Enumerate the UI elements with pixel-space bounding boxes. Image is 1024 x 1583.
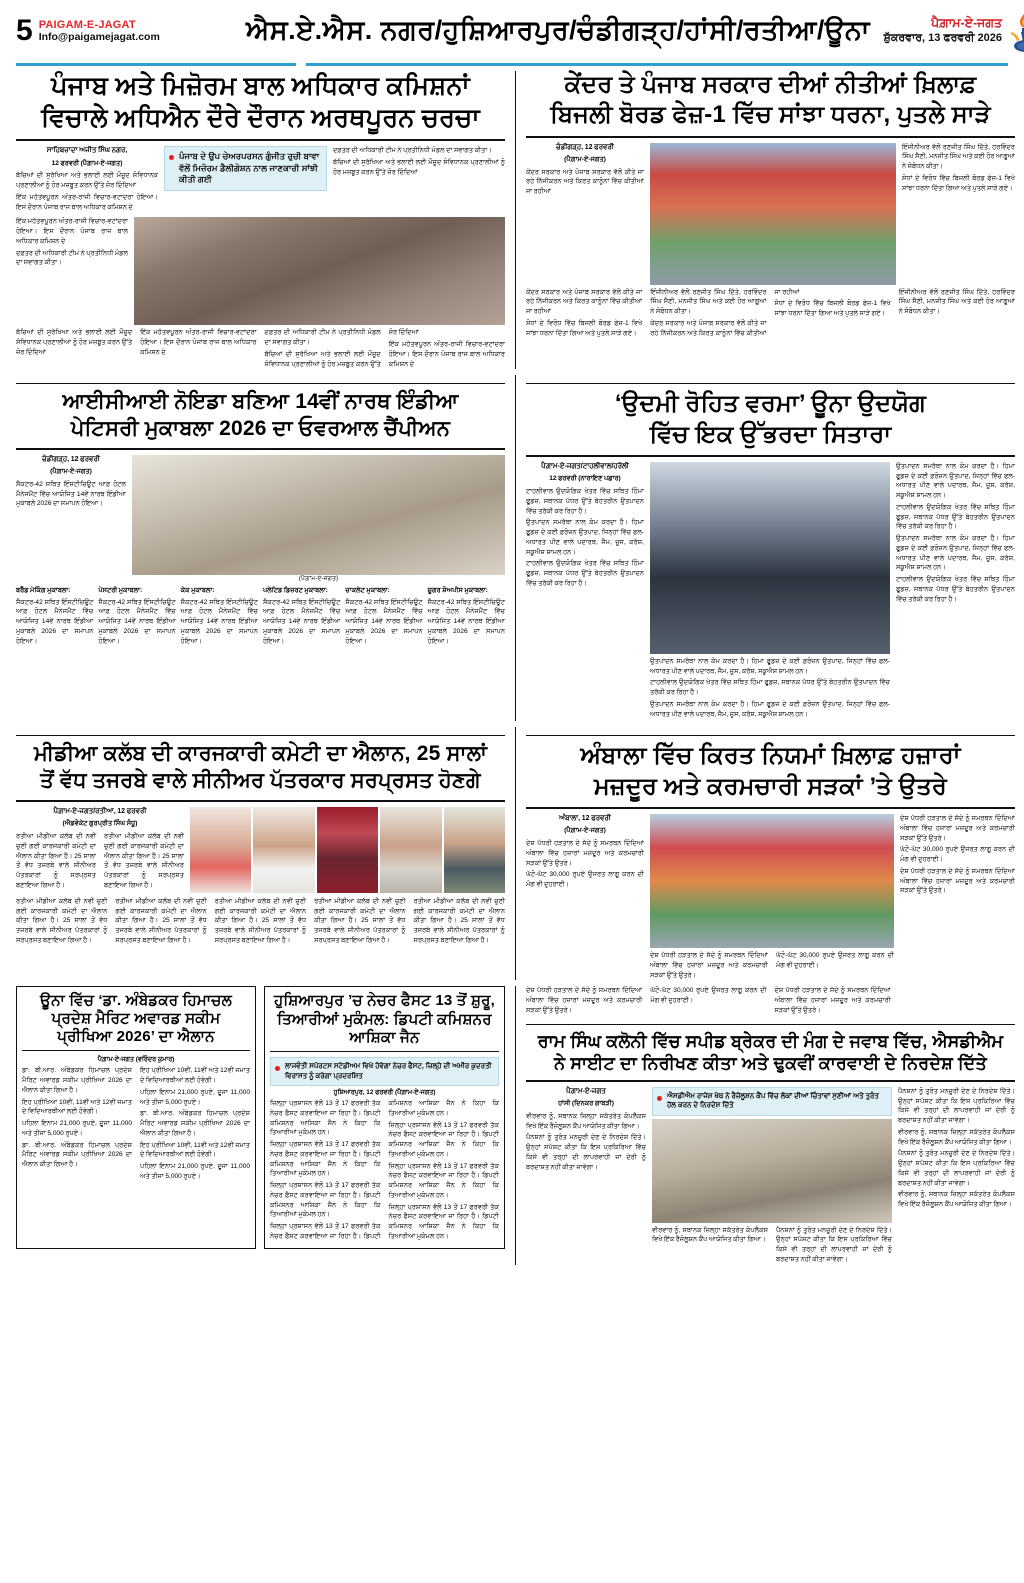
torch-logo-icon xyxy=(1006,9,1024,53)
story9-col1-text xyxy=(526,1087,646,1173)
story7-para-1: ਡਾ. ਬੀ.ਆਰ. ਅੰਬੇਡਕਰ ਹਿਮਾਚਲ ਪ੍ਰਦੇਸ਼ ਮੈਰਿਟ ਅਵਾਰਡ ਸਕੀਮ ਪ੍ਰੀਖਿਆ 2026 ਦਾ ਐਲਾਨ ਕੀਤਾ ਗਿਆ ਹੈ। xyxy=(22,1067,132,1094)
story1-byline: ਸਾਹਿਬਜ਼ਾਦਾ ਅਜੀਤ ਸਿੰਘ ਨਗਰ, xyxy=(46,147,128,155)
story7-para-6: ਪਹਿਲਾ ਇਨਾਮ 21,000 ਰੁਪਏ, ਦੂਜਾ 11,000 ਅਤੇ ਤੀਜਾ 5,000 ਰੁਪਏ। xyxy=(140,1088,250,1106)
story3-sub-col-4 xyxy=(263,586,340,649)
brand-name: PAIGAM-E-JAGAT xyxy=(38,18,136,31)
story1-textcol-a xyxy=(16,217,128,325)
story1-headline-line2: ਵਿਚਾਲੇ ਅਧਿਐਨ ਦੌਰੇ ਦੌਰਾਨ ਅਰਥਪੂਰਨ ਚਰਚਾ xyxy=(41,104,480,133)
story5-toprule xyxy=(16,735,505,736)
story6-para-3: ਦੇਸ਼ ਪੱਧਰੀ ਹੜਤਾਲ ਦੇ ਸੱਦੇ ਨੂੰ ਸਮਰਥਨ ਦਿੰਦਿਆਂ ਅੰਬਾਲਾ ਵਿੱਚ ਹਜ਼ਾਰਾਂ ਮਜ਼ਦੂਰ ਅਤੇ ਕਰਮਚਾਰੀ ਸੜਕਾਂ ਉੱਤੇ ਉਤਰੇ। xyxy=(650,952,768,979)
story3-sub-col-2 xyxy=(98,586,175,649)
story6-col3-text xyxy=(900,814,1015,896)
story2-byline2: (ਪੈਗ਼ਾਮ-ਏ-ਜਗਤ) xyxy=(564,155,606,163)
story6-para-6: ਘੱਟੋ-ਘੱਟ 30,000 ਰੁਪਏ ਉਜਰਤ ਲਾਗੂ ਕਰਨ ਦੀ ਮੰਗ ਵੀ ਦੁਹਰਾਈ। xyxy=(900,846,1015,864)
story7-headline-line2: ਪ੍ਰਦੇਸ਼ ਮੈਰਿਟ ਅਵਾਰਡ ਸਕੀਮ xyxy=(51,1009,221,1027)
story6-col3 xyxy=(900,814,1015,980)
row-b xyxy=(0,375,1024,721)
story1-rule xyxy=(16,139,505,141)
story5-para-3: ਰਤੀਆ ਮੀਡੀਆ ਕਲੱਬ ਦੀ ਨਵੀਂ ਚੁਣੀ ਗਈ ਕਾਰਜਕਾਰੀ ਕਮੇਟੀ ਦਾ ਐਲਾਨ ਕੀਤਾ ਗਿਆ ਹੈ। 25 ਸਾਲਾਂ ਤੋਂ ਵੱਧ ਤਜਰਬੇ ਵਾਲੇ ਸੀਨੀਅਰ ਪੱਤਰਕਾਰਾਂ ਨੂੰ ਸਰਪ੍ਰਸਤ ਬਣਾਇਆ ਗਿਆ ਹੈ। xyxy=(16,897,108,944)
story8-para-1: ਜ਼ਿਲ੍ਹਾ ਪ੍ਰਸ਼ਾਸਨ ਵੱਲੋਂ 13 ਤੋਂ 17 ਫਰਵਰੀ ਤੱਕ ਨੇਚਰ ਫੈਸਟ ਕਰਵਾਇਆ ਜਾ ਰਿਹਾ ਹੈ। ਡਿਪਟੀ ਕਮਿਸ਼ਨਰ ਆਸ਼ਿਕਾ ਜੈਨ ਨੇ ਕਿਹਾ ਕਿ ਤਿਆਰੀਆਂ ਮੁਕੰਮਲ ਹਨ। xyxy=(270,1100,381,1137)
story3-para-1: ਸੈਕਟਰ-42 ਸਥਿਤ ਇੰਸਟੀਚਿਊਟ ਆਫ਼ ਹੋਟਲ ਮੈਨੇਜਮੈਂਟ ਵਿੱਚ ਆਯੋਜਿਤ 14ਵੇਂ ਨਾਰਥ ਇੰਡੀਆ ਮੁਕਾਬਲੇ 2026 ਦਾ ਸਮਾਪਨ ਹੋਇਆ। xyxy=(16,480,126,508)
story7-para-9: ਪਹਿਲਾ ਇਨਾਮ 21,000 ਰੁਪਏ, ਦੂਜਾ 11,000 ਅਤੇ ਤੀਜਾ 5,000 ਰੁਪਏ। xyxy=(140,1163,250,1180)
story4-para-8: ਟਾਹਲੀਵਾਲ ਉਦਯੋਗਿਕ ਖੇਤਰ ਵਿੱਚ ਸਥਿਤ ਹਿੰਮਾ ਫੂਡਜ਼, ਸਥਾਨਕ ਪੱਧਰ ਉੱਤੇ ਬੇਹਤਰੀਨ ਉਤਪਾਦਨ ਵਿੱਚ ਤਰੱਕੀ ਕਰ ਰਿਹਾ ਹੈ। xyxy=(896,503,1015,531)
story3-byline: ਚੰਡੀਗੜ੍ਹ, 12 ਫਰਵਰੀ xyxy=(42,455,100,463)
story9-top-row xyxy=(526,1087,1015,1265)
story2-headline-line2: ਬਿਜਲੀ ਬੋਰਡ ਫੇਜ਼-1 ਵਿੱਚ ਸਾਂਝਾ ਧਰਨਾ, ਪੁਤਲੇ ਸਾੜੇ xyxy=(550,101,991,129)
story2-col1 xyxy=(526,143,644,285)
story5-top-row xyxy=(16,807,505,893)
story4-body-row xyxy=(526,462,1015,722)
story2-top-row xyxy=(526,143,1015,285)
story9-headline-line1: ਰਾਮ ਸਿੰਘ ਕਲੋਨੀ ਵਿੱਚ ਸਪੀਡ ਬ੍ਰੇਕਰ ਦੀ ਮੰਗ ਦੇ ਜਵਾਬ ਵਿੱਚ, ਐਸਡੀਐਮ xyxy=(537,1030,1004,1051)
story5-bottom-text xyxy=(16,897,505,948)
story6-photo xyxy=(650,814,894,948)
story4-byline: ਪੈਗ਼ਾਮ-ਏ-ਜਗਤ/ਟਾਹਲੀਵਾਲ/ਹਰੋਲੀ xyxy=(541,462,629,470)
story5-portrait-2 xyxy=(253,807,314,893)
story3-sub-row xyxy=(16,586,505,649)
story1-bottom-text xyxy=(16,328,505,369)
story3-rule xyxy=(16,448,505,450)
story1-bullet-box: ਪੰਜਾਬ ਦੇ ਉਪ ਚੇਅਰਪਰਸਨ ਗੁੰਜੀਤ ਰੁਚੀ ਬਾਵਾ ਵੱਲੋਂ ਮਿਜ਼ੋਰਮ ਡੈਲੀਗੇਸ਼ਨ ਨਾਲ ਜਾਣਕਾਰੀ ਸਾਂਝੀ ਕੀਤੀ ਗਈ xyxy=(164,146,327,191)
story6-col1 xyxy=(526,814,644,980)
story6-mid xyxy=(650,814,894,980)
story8-para-5: ਜ਼ਿਲ੍ਹਾ ਪ੍ਰਸ਼ਾਸਨ ਵੱਲੋਂ 13 ਤੋਂ 17 ਫਰਵਰੀ ਤੱਕ ਨੇਚਰ ਫੈਸਟ ਕਰਵਾਇਆ ਜਾ ਰਿਹਾ ਹੈ। ਡਿਪਟੀ ਕਮਿਸ਼ਨਰ ਆਸ਼ਿਕਾ ਜੈਨ ਨੇ ਕਿਹਾ ਕਿ ਤਿਆਰੀਆਂ ਮੁਕੰਮਲ ਹਨ। xyxy=(388,1121,499,1158)
story3-subhead-2: ਪੇਸਟਰੀ ਮੁਕਾਬਲਾ: xyxy=(98,586,143,594)
story9-photo xyxy=(652,1119,892,1223)
story4-col3-text xyxy=(896,462,1015,605)
story9-para-1: ਵੀਰਵਾਰ ਨੂੰ, ਸਥਾਨਕ ਜ਼ਿਲ੍ਹਾ ਸਕੱਤਰੇਤ ਕੰਪਲੈਕਸ ਵਿਖੇ ਇੱਕ ਰੈਜ਼ੋਲੂਸ਼ਨ ਕੈਂਪ ਆਯੋਜਿਤ ਕੀਤਾ ਗਿਆ। xyxy=(526,1112,646,1130)
story6-byline2: (ਪੈਗ਼ਾਮ-ਏ-ਜਗਤ) xyxy=(564,827,606,835)
story3-sub3-body: ਸੈਕਟਰ-42 ਸਥਿਤ ਇੰਸਟੀਚਿਊਟ ਆਫ਼ ਹੋਟਲ ਮੈਨੇਜਮੈਂਟ ਵਿੱਚ ਆਯੋਜਿਤ 14ਵੇਂ ਨਾਰਥ ਇੰਡੀਆ ਮੁਕਾਬਲੇ 2026 ਦਾ ਸਮਾਪਨ ਹੋਇਆ। xyxy=(180,598,258,645)
story1-photo xyxy=(134,217,505,325)
story7-text xyxy=(22,1066,250,1181)
story3-top-row xyxy=(16,455,505,583)
story8-para-7: ਜ਼ਿਲ੍ਹਾ ਪ੍ਰਸ਼ਾਸਨ ਵੱਲੋਂ 13 ਤੋਂ 17 ਫਰਵਰੀ ਤੱਕ ਨੇਚਰ ਫੈਸਟ ਕਰਵਾਇਆ ਜਾ ਰਿਹਾ ਹੈ। ਡਿਪਟੀ ਕਮਿਸ਼ਨਰ ਆਸ਼ਿਕਾ ਜੈਨ ਨੇ ਕਿਹਾ ਕਿ ਤਿਆਰੀਆਂ ਮੁਕੰਮਲ ਹਨ। xyxy=(388,1203,499,1240)
story9-col3 xyxy=(898,1087,1015,1265)
story4-para-3: ਟਾਹਲੀਵਾਲ ਉਦਯੋਗਿਕ ਖੇਤਰ ਵਿੱਚ ਸਥਿਤ ਹਿੰਮਾ ਫੂਡਜ਼, ਸਥਾਨਕ ਪੱਧਰ ਉੱਤੇ ਬੇਹਤਰੀਨ ਉਤਪਾਦਨ ਵਿੱਚ ਤਰੱਕੀ ਕਰ ਰਿਹਾ ਹੈ। xyxy=(526,560,644,587)
story2-para-8: ਸੋਧਾਂ ਦੇ ਵਿਰੋਧ ਵਿੱਚ ਬਿਜਲੀ ਬੋਰਡ ਫੇਜ਼-1 ਵਿਖੇ ਸਾਂਝਾ ਧਰਨਾ ਦਿੱਤਾ ਗਿਆ ਅਤੇ ਪੁਤਲੇ ਸਾੜੇ ਗਏ। xyxy=(774,300,891,318)
story8-headline-line2: ਤਿਆਰੀਆਂ ਮੁਕੰਮਲ: ਡਿਪਟੀ ਕਮਿਸ਼ਨਰ ਆਸ਼ਿਕਾ ਜੈਨ xyxy=(277,1010,492,1046)
story6-tail-1: ਦੇਸ਼ ਪੱਧਰੀ ਹੜਤਾਲ ਦੇ ਸੱਦੇ ਨੂੰ ਸਮਰਥਨ ਦਿੰਦਿਆਂ ਅੰਬਾਲਾ ਵਿੱਚ ਹਜ਼ਾਰਾਂ ਮਜ਼ਦੂਰ ਅਤੇ ਕਰਮਚਾਰੀ ਸੜਕਾਂ ਉੱਤੇ ਉਤਰੇ। xyxy=(526,987,643,1014)
column-right-c xyxy=(526,727,1015,980)
column-left-a xyxy=(16,71,505,369)
story1-para-11: ਇੱਕ ਮਹੱਤਵਪੂਰਨ ਅੰਤਰ-ਰਾਜੀ ਵਿਚਾਰ-ਵਟਾਂਦਰਾ ਹੋਇਆ। ਇਸ ਦੌਰਾਨ ਪੰਜਾਬ ਰਾਜ ਬਾਲ ਅਧਿਕਾਰ ਕਮਿਸ਼ਨ ਦੇ xyxy=(388,341,505,368)
story4-mid-text xyxy=(650,657,890,720)
story4-para-9: ਉਤਪਾਦਨ ਸਮਰੱਥਾ ਨਾਲ ਕੰਮ ਕਰਦਾ ਹੈ। ਹਿਮਾ ਫੂਡਜ਼ ਦੇ ਕਈ ਫ਼ਰੋਜ਼ਨ ਉਤਪਾਦ, ਜਿਨ੍ਹਾਂ ਵਿੱਚ ਫਲ-ਅਧਾਰਤ ਪੀਣ ਵਾਲੇ ਪਦਾਰਥ, ਜੈਮ, ਜੂਸ, ਕਰੱਸ਼, ਸਕੂਐਸ਼ ਸ਼ਾਮਲ ਹਨ। xyxy=(896,535,1015,572)
story8-para-6: ਜ਼ਿਲ੍ਹਾ ਪ੍ਰਸ਼ਾਸਨ ਵੱਲੋਂ 13 ਤੋਂ 17 ਫਰਵਰੀ ਤੱਕ ਨੇਚਰ ਫੈਸਟ ਕਰਵਾਇਆ ਜਾ ਰਿਹਾ ਹੈ। ਡਿਪਟੀ ਕਮਿਸ਼ਨਰ ਆਸ਼ਿਕਾ ਜੈਨ ਨੇ ਕਿਹਾ ਕਿ ਤਿਆਰੀਆਂ ਮੁਕੰਮਲ ਹਨ। xyxy=(388,1162,499,1199)
story3-photo-wrap xyxy=(132,455,505,583)
story3-sub-col-6 xyxy=(428,586,505,649)
masthead-left xyxy=(16,16,246,46)
story5-headline-line1: ਮੀਡੀਆ ਕਲੱਬ ਦੀ ਕਾਰਜਕਾਰੀ ਕਮੇਟੀ ਦਾ ਐਲਾਨ, 25 ਸਾਲਾਂ xyxy=(33,742,488,766)
column-left-d xyxy=(16,986,505,1264)
story2-para-2: ਇੰਜੀਨੀਅਰ ਵੱਲੋਂ ਰਣਜੀਤ ਸਿੰਘ ਦਿੱਤੇ, ਹਰਵਿੰਦਰ ਸਿੰਘ ਸੈਣੀ, ਮਨਜੀਤ ਸਿੰਘ ਅਤੇ ਕਈ ਹੋਰ ਆਗੂਆਂ ਨੇ ਸੰਬੋਧਨ ਕੀਤਾ। xyxy=(902,143,1015,171)
story7-para-3: ਪਹਿਲਾ ਇਨਾਮ 21,000 ਰੁਪਏ, ਦੂਜਾ 11,000 ਅਤੇ ਤੀਜਾ 5,000 ਰੁਪਏ। xyxy=(22,1120,132,1137)
column-left-b xyxy=(16,375,505,721)
story2-para-6: ਇੰਜੀਨੀਅਰ ਵੱਲੋਂ ਰਣਜੀਤ ਸਿੰਘ ਦਿੱਤੇ, ਹਰਵਿੰਦਰ ਸਿੰਘ ਸੈਣੀ, ਮਨਜੀਤ ਸਿੰਘ ਅਤੇ ਕਈ ਹੋਰ ਆਗੂਆਂ ਨੇ ਸੰਬੋਧਨ ਕੀਤਾ। xyxy=(650,288,767,316)
story8-bullet-box: ਲਾਜਵੰਤੀ ਸਪੋਰਟਸ ਸਟੇਡੀਅਮ ਵਿਖੇ ਹੋਵੇਗਾ ਨੇਚਰ ਫੈਸਟ, ਜ਼ਿਲ੍ਹੇ ਦੀ ਅਮੀਰ ਕੁਦਰਤੀ ਵਿਰਾਸਤ ਨੂੰ ਕਰੇਗਾ ਪ੍ਰਦਰਸ਼ਿਤ xyxy=(270,1057,499,1086)
edition-list: ਐਸ.ਏ.ਐਸ. ਨਗਰ/ਹੁਸ਼ਿਆਰਪੁਰ/ਚੰਡੀਗੜ੍ਹ/ਹਾਂਸੀ/ਰਤੀਆ/ਊਨਾ xyxy=(246,15,870,45)
page-number: 5 xyxy=(16,14,33,47)
story4-para-10: ਟਾਹਲੀਵਾਲ ਉਦਯੋਗਿਕ ਖੇਤਰ ਵਿੱਚ ਸਥਿਤ ਹਿੰਮਾ ਫੂਡਜ਼, ਸਥਾਨਕ ਪੱਧਰ ਉੱਤੇ ਬੇਹਤਰੀਨ ਉਤਪਾਦਨ ਵਿੱਚ ਤਰੱਕੀ ਕਰ ਰਿਹਾ ਹੈ। xyxy=(896,576,1015,603)
story4-rule xyxy=(526,455,1015,457)
story6-para-4: ਘੱਟੋ-ਘੱਟ 30,000 ਰੁਪਏ ਉਜਰਤ ਲਾਗੂ ਕਰਨ ਦੀ ਮੰਗ ਵੀ ਦੁਹਰਾਈ। xyxy=(776,952,894,969)
row-d xyxy=(0,986,1024,1264)
story7-para-7: ਡਾ. ਬੀ.ਆਰ. ਅੰਬੇਡਕਰ ਹਿਮਾਚਲ ਪ੍ਰਦੇਸ਼ ਮੈਰਿਟ ਅਵਾਰਡ ਸਕੀਮ ਪ੍ਰੀਖਿਆ 2026 ਦਾ ਐਲਾਨ ਕੀਤਾ ਗਿਆ ਹੈ। xyxy=(140,1110,250,1137)
story2-para-1: ਕੇਂਦਰ ਸਰਕਾਰ ਅਤੇ ਪੰਜਾਬ ਸਰਕਾਰ ਵੱਲੋਂ ਕੀਤੇ ਜਾ ਰਹੇ ਨਿੱਜੀਕਰਨ ਅਤੇ ਕਿਰਤ ਕਾਨੂੰਨਾਂ ਵਿੱਚ ਕੀਤੀਆਂ ਜਾ ਰਹੀਆਂ xyxy=(526,168,644,196)
story3-sub4-body: ਸੈਕਟਰ-42 ਸਥਿਤ ਇੰਸਟੀਚਿਊਟ ਆਫ਼ ਹੋਟਲ ਮੈਨੇਜਮੈਂਟ ਵਿੱਚ ਆਯੋਜਿਤ 14ਵੇਂ ਨਾਰਥ ਇੰਡੀਆ ਮੁਕਾਬਲੇ 2026 ਦਾ ਸਮਾਪਨ ਹੋਇਆ। xyxy=(262,598,341,645)
logo-wordmark: ਪੈਗ਼ਾਮ-ਏ-ਜਗਤ xyxy=(931,16,1002,31)
story1-textcol-a-body xyxy=(16,217,128,268)
story7-para-4: ਡਾ. ਬੀ.ਆਰ. ਅੰਬੇਡਕਰ ਹਿਮਾਚਲ ਪ੍ਰਦੇਸ਼ ਮੈਰਿਟ ਅਵਾਰਡ ਸਕੀਮ ਪ੍ਰੀਖਿਆ 2026 ਦਾ ਐਲਾਨ ਕੀਤਾ ਗਿਆ ਹੈ। xyxy=(22,1141,132,1169)
story2-byline: ਚੰਡੀਗੜ੍ਹ, 12 ਫਰਵਰੀ xyxy=(556,143,614,151)
story4-col3 xyxy=(896,462,1015,722)
story6-col1-text xyxy=(526,814,644,890)
story6-para-7: ਦੇਸ਼ ਪੱਧਰੀ ਹੜਤਾਲ ਦੇ ਸੱਦੇ ਨੂੰ ਸਮਰਥਨ ਦਿੰਦਿਆਂ ਅੰਬਾਲਾ ਵਿੱਚ ਹਜ਼ਾਰਾਂ ਮਜ਼ਦੂਰ ਅਤੇ ਕਰਮਚਾਰੀ ਸੜਕਾਂ ਉੱਤੇ ਉਤਰੇ। xyxy=(900,867,1015,895)
story1-para-4: ਬੱਚਿਆਂ ਦੀ ਸੁਰੱਖਿਆ ਅਤੇ ਭਲਾਈ ਲਈ ਮੌਜੂਦ ਸੰਵਿਧਾਨਕ ਪ੍ਰਣਾਲੀਆਂ ਨੂੰ ਹੋਰ ਮਜ਼ਬੂਤ ਕਰਨ ਉੱਤੇ ਜ਼ੋਰ ਦਿੰਦਿਆਂ xyxy=(333,158,505,176)
story3-toprule xyxy=(16,383,505,384)
story1-para-3: ਦਫ਼ਤਰ ਦੀ ਅਧਿਕਾਰੀ ਟੀਮ ਨੇ ਪ੍ਰਤੀਨਿਧੀ ਮੰਡਲ ਦਾ ਸਵਾਗਤ ਕੀਤਾ। xyxy=(333,147,492,155)
story5-para-7: ਰਤੀਆ ਮੀਡੀਆ ਕਲੱਬ ਦੀ ਨਵੀਂ ਚੁਣੀ ਗਈ ਕਾਰਜਕਾਰੀ ਕਮੇਟੀ ਦਾ ਐਲਾਨ ਕੀਤਾ ਗਿਆ ਹੈ। 25 ਸਾਲਾਂ ਤੋਂ ਵੱਧ ਤਜਰਬੇ ਵਾਲੇ ਸੀਨੀਅਰ ਪੱਤਰਕਾਰਾਂ ਨੂੰ ਸਰਪ੍ਰਸਤ ਬਣਾਇਆ ਗਿਆ ਹੈ। xyxy=(413,897,505,944)
story5-portrait-row xyxy=(190,807,505,893)
divider-vertical-d xyxy=(515,986,516,1264)
story9-toprule xyxy=(526,1024,1015,1025)
story1-headline-line1: ਪੰਜਾਬ ਅਤੇ ਮਿਜ਼ੋਰਮ ਬਾਲ ਅਧਿਕਾਰ ਕਮਿਸ਼ਨਾਂ xyxy=(51,72,470,100)
story2-para-7: ਕੇਂਦਰ ਸਰਕਾਰ ਅਤੇ ਪੰਜਾਬ ਸਰਕਾਰ ਵੱਲੋਂ ਕੀਤੇ ਜਾ ਰਹੇ ਨਿੱਜੀਕਰਨ ਅਤੇ ਕਿਰਤ ਕਾਨੂੰਨਾਂ ਵਿੱਚ ਕੀਤੀਆਂ ਜਾ ਰਹੀਆਂ xyxy=(650,288,800,337)
story5-para-5: ਰਤੀਆ ਮੀਡੀਆ ਕਲੱਬ ਦੀ ਨਵੀਂ ਚੁਣੀ ਗਈ ਕਾਰਜਕਾਰੀ ਕਮੇਟੀ ਦਾ ਐਲਾਨ ਕੀਤਾ ਗਿਆ ਹੈ। 25 ਸਾਲਾਂ ਤੋਂ ਵੱਧ ਤਜਰਬੇ ਵਾਲੇ ਸੀਨੀਅਰ ਪੱਤਰਕਾਰਾਂ ਨੂੰ ਸਰਪ੍ਰਸਤ ਬਣਾਇਆ ਗਿਆ ਹੈ। xyxy=(214,897,307,944)
story6-para-2: ਘੱਟੋ-ਘੱਟ 30,000 ਰੁਪਏ ਉਜਰਤ ਲਾਗੂ ਕਰਨ ਦੀ ਮੰਗ ਵੀ ਦੁਹਰਾਈ। xyxy=(526,871,644,889)
story2-col1-text xyxy=(526,143,644,197)
story3-sub2-body: ਸੈਕਟਰ-42 ਸਥਿਤ ਇੰਸਟੀਚਿਊਟ ਆਫ਼ ਹੋਟਲ ਮੈਨੇਜਮੈਂਟ ਵਿੱਚ ਆਯੋਜਿਤ 14ਵੇਂ ਨਾਰਥ ਇੰਡੀਆ ਮੁਕਾਬਲੇ 2026 ਦਾ ਸਮਾਪਨ ਹੋਇਆ। xyxy=(98,598,176,645)
story1-byline2: 12 ਫਰਵਰੀ (ਪੈਗ਼ਾਮ-ਏ-ਜਗਤ) xyxy=(51,159,123,167)
story7-rule xyxy=(22,1050,250,1051)
story3-subhead-4: ਪਲੇਟਿਡ ਡਿਜ਼ਰਟ ਮੁਕਾਬਲਾ: xyxy=(262,586,328,594)
story5-byline: ਪੈਗ਼ਾਮ-ਏ-ਜਗਤ/ਰਤੀਆ, 12 ਫਰਵਰੀ xyxy=(53,807,147,815)
story8-text xyxy=(270,1099,499,1243)
story1-col1-text xyxy=(16,146,158,212)
story2-col3 xyxy=(902,143,1015,285)
story3-sub-col-3 xyxy=(181,586,258,649)
story5-para-2: ਰਤੀਆ ਮੀਡੀਆ ਕਲੱਬ ਦੀ ਨਵੀਂ ਚੁਣੀ ਗਈ ਕਾਰਜਕਾਰੀ ਕਮੇਟੀ ਦਾ ਐਲਾਨ ਕੀਤਾ ਗਿਆ ਹੈ। 25 ਸਾਲਾਂ ਤੋਂ ਵੱਧ ਤਜਰਬੇ ਵਾਲੇ ਸੀਨੀਅਰ ਪੱਤਰਕਾਰਾਂ ਨੂੰ ਸਰਪ੍ਰਸਤ ਬਣਾਇਆ ਗਿਆ ਹੈ। xyxy=(104,833,184,889)
rule-right xyxy=(306,63,1008,66)
story4-toprule xyxy=(526,383,1015,384)
story4-headline-line1: ‘ਉਦਮੀ ਰੋਹਿਤ ਵਰਮਾ’ ਊਨਾ ਉਦਯੋਗ xyxy=(614,390,927,418)
story7-headline-line3: ਪ੍ਰੀਖਿਆ 2026’ ਦਾ ਐਲਾਨ xyxy=(57,1027,215,1045)
story6-tail-3: ਦੇਸ਼ ਪੱਧਰੀ ਹੜਤਾਲ ਦੇ ਸੱਦੇ ਨੂੰ ਸਮਰਥਨ ਦਿੰਦਿਆਂ ਅੰਬਾਲਾ ਵਿੱਚ ਹਜ਼ਾਰਾਂ ਮਜ਼ਦੂਰ ਅਤੇ ਕਰਮਚਾਰੀ ਸੜਕਾਂ ਉੱਤੇ ਉਤਰੇ। xyxy=(774,987,891,1014)
story1-col1 xyxy=(16,146,158,214)
story3-col1-text xyxy=(16,455,126,509)
story4-para-5: ਟਾਹਲੀਵਾਲ ਉਦਯੋਗਿਕ ਖੇਤਰ ਵਿੱਚ ਸਥਿਤ ਹਿੰਮਾ ਫੂਡਜ਼, ਸਥਾਨਕ ਪੱਧਰ ਉੱਤੇ ਬੇਹਤਰੀਨ ਉਤਪਾਦਨ ਵਿੱਚ ਤਰੱਕੀ ਕਰ ਰਿਹਾ ਹੈ। xyxy=(650,679,890,697)
row-a xyxy=(0,71,1024,369)
story1-para-10: ਬੱਚਿਆਂ ਦੀ ਸੁਰੱਖਿਆ ਅਤੇ ਭਲਾਈ ਲਈ ਮੌਜੂਦ ਸੰਵਿਧਾਨਕ ਪ੍ਰਣਾਲੀਆਂ ਨੂੰ ਹੋਰ ਮਜ਼ਬੂਤ ਕਰਨ ਉੱਤੇ ਜ਼ੋਰ ਦਿੰਦਿਆਂ xyxy=(264,329,419,368)
story3-subhead-5: ਚਾਕਲੇਟ ਮੁਕਾਬਲਾ: xyxy=(345,586,390,594)
column-left-c xyxy=(16,727,505,980)
story9-para-4: ਪੈਨਸ਼ਨਾਂ ਨੂੰ ਤੁਰੰਤ ਮਨਜ਼ੂਰੀ ਦੇਣ ਦੇ ਨਿਰਦੇਸ਼ ਦਿੱਤੇ। ਉਨ੍ਹਾਂ ਸਪੱਸ਼ਟ ਕੀਤਾ ਕਿ ਇਸ ਪ੍ਰਕਿਰਿਆ ਵਿੱਚ ਕਿਸੇ ਵੀ ਤਰ੍ਹਾਂ ਦੀ ਲਾਪਰਵਾਹੀ ਜਾਂ ਦੇਰੀ ਨੂੰ ਬਰਦਾਸ਼ਤ ਨਹੀਂ ਕੀਤਾ ਜਾਵੇਗਾ। xyxy=(776,1226,892,1263)
story6-rule xyxy=(526,807,1015,809)
story7-box xyxy=(16,986,256,1248)
story5-byline2: (ਐਡਵੋਕੇਟ ਗੁਰਪ੍ਰੀਤ ਸਿੰਘ ਸੰਧੂ) xyxy=(62,820,138,828)
story5-col1-text xyxy=(16,807,184,893)
story7-para-5: ਇਹ ਪ੍ਰੀਖਿਆ 10ਵੀਂ, 11ਵੀਂ ਅਤੇ 12ਵੀਂ ਜਮਾਤ ਦੇ ਵਿਦਿਆਰਥੀਆਂ ਲਈ ਹੋਵੇਗੀ। xyxy=(140,1067,250,1085)
masthead-logo-block xyxy=(884,16,1002,45)
story1-col3 xyxy=(333,146,505,214)
story4-col1-text xyxy=(526,462,644,589)
story9-bullet-box: ਐਸਡੀਐਮ ਰਾਜੇਸ਼ ਖੋਥ ਨੇ ਰੈਜ਼ੋਲੂਸ਼ਨ ਕੈਂਪ ਵਿੱਚ ਲੋਕਾਂ ਦੀਆਂ ਚਿੰਤਾਵਾਂ ਸੁਣੀਆਂ ਅਤੇ ਤੁਰੰਤ ਹੱਲ ਕਰਨ ਦੇ ਨਿਰਦੇਸ਼ ਦਿੱਤੇ xyxy=(652,1087,892,1116)
story5-para-6: ਰਤੀਆ ਮੀਡੀਆ ਕਲੱਬ ਦੀ ਨਵੀਂ ਚੁਣੀ ਗਈ ਕਾਰਜਕਾਰੀ ਕਮੇਟੀ ਦਾ ਐਲਾਨ ਕੀਤਾ ਗਿਆ ਹੈ। 25 ਸਾਲਾਂ ਤੋਂ ਵੱਧ ਤਜਰਬੇ ਵਾਲੇ ਸੀਨੀਅਰ ਪੱਤਰਕਾਰਾਂ ਨੂੰ ਸਰਪ੍ਰਸਤ ਬਣਾਇਆ ਗਿਆ ਹੈ। xyxy=(314,897,406,944)
story6-para-5: ਦੇਸ਼ ਪੱਧਰੀ ਹੜਤਾਲ ਦੇ ਸੱਦੇ ਨੂੰ ਸਮਰਥਨ ਦਿੰਦਿਆਂ ਅੰਬਾਲਾ ਵਿੱਚ ਹਜ਼ਾਰਾਂ ਮਜ਼ਦੂਰ ਅਤੇ ਕਰਮਚਾਰੀ ਸੜਕਾਂ ਉੱਤੇ ਉਤਰੇ। xyxy=(900,815,1015,842)
story7-byline: ਪੈਗ਼ਾਮ-ਏ-ਜਗਤ (ਵਰਿੰਦਰ ਕੁਮਾਰ) xyxy=(97,1056,175,1064)
story4-col1 xyxy=(526,462,644,722)
story6-byline: ਅੰਬਾਲਾ, 12 ਫਰਵਰੀ xyxy=(559,815,611,823)
story3-photo xyxy=(132,455,505,575)
story4-para-2: ਉਤਪਾਦਨ ਸਮਰੱਥਾ ਨਾਲ ਕੰਮ ਕਰਦਾ ਹੈ। ਹਿਮਾ ਫੂਡਜ਼ ਦੇ ਕਈ ਫ਼ਰੋਜ਼ਨ ਉਤਪਾਦ, ਜਿਨ੍ਹਾਂ ਵਿੱਚ ਫਲ-ਅਧਾਰਤ ਪੀਣ ਵਾਲੇ ਪਦਾਰਥ, ਜੈਮ, ਜੂਸ, ਕਰੱਸ਼, ਸਕੂਐਸ਼ ਸ਼ਾਮਲ ਹਨ। xyxy=(526,519,644,556)
divider-vertical-a xyxy=(515,71,516,369)
story1-para-1: ਬੱਚਿਆਂ ਦੀ ਸੁਰੱਖਿਆ ਅਤੇ ਭਲਾਈ ਲਈ ਮੌਜੂਦ ਸੰਵਿਧਾਨਕ ਪ੍ਰਣਾਲੀਆਂ ਨੂੰ ਹੋਰ ਮਜ਼ਬੂਤ ਕਰਨ ਉੱਤੇ ਜ਼ੋਰ ਦਿੰਦਿਆਂ xyxy=(16,172,158,190)
story4-headline-line2: ਵਿੱਚ ਇਕ ਉੱਭਰਦਾ ਸਿਤਾਰਾ xyxy=(649,420,892,448)
story3-headline-line1: ਆਈਸੀਆਈ ਨੋਇਡਾ ਬਣਿਆ 14ਵੀਂ ਨਾਰਥ ਇੰਡੀਆ xyxy=(62,390,459,414)
story9-mid xyxy=(652,1087,892,1265)
story5-portrait-1 xyxy=(190,807,251,893)
story3-photo-caption: (ਪੈਗ਼ਾਮ-ਏ-ਜਗਤ) xyxy=(298,574,339,582)
story7-headline-line1: ਊਨਾ ਵਿੱਚ ‘ਡਾ. ਅੰਬੇਡਕਰ ਹਿਮਾਚਲ xyxy=(40,992,232,1010)
story1-col3-text xyxy=(333,146,505,177)
story6-tail-2: ਘੱਟੋ-ਘੱਟ 30,000 ਰੁਪਏ ਉਜਰਤ ਲਾਗੂ ਕਰਨ ਦੀ ਮੰਗ ਵੀ ਦੁਹਰਾਈ। xyxy=(650,987,767,1005)
story5-portrait-4 xyxy=(380,807,441,893)
story2-photo-wrap xyxy=(650,143,896,285)
story3-sub-col-5 xyxy=(345,586,422,649)
divider-vertical-b xyxy=(515,375,516,721)
story2-rule xyxy=(526,136,1015,138)
story4-para-7: ਉਤਪਾਦਨ ਸਮਰੱਥਾ ਨਾਲ ਕੰਮ ਕਰਦਾ ਹੈ। ਹਿਮਾ ਫੂਡਜ਼ ਦੇ ਕਈ ਫ਼ਰੋਜ਼ਨ ਉਤਪਾਦ, ਜਿਨ੍ਹਾਂ ਵਿੱਚ ਫਲ-ਅਧਾਰਤ ਪੀਣ ਵਾਲੇ ਪਦਾਰਥ, ਜੈਮ, ਜੂਸ, ਕਰੱਸ਼, ਸਕੂਐਸ਼ ਸ਼ਾਮਲ ਹਨ। xyxy=(896,462,1015,500)
masthead-brand-block xyxy=(39,19,160,44)
story6-mid-text xyxy=(650,951,894,980)
row-d-left-inner xyxy=(16,986,505,1248)
story1-para-5: ਇੱਕ ਮਹੱਤਵਪੂਰਨ ਅੰਤਰ-ਰਾਜੀ ਵਿਚਾਰ-ਵਟਾਂਦਰਾ ਹੋਇਆ। ਇਸ ਦੌਰਾਨ ਪੰਜਾਬ ਰਾਜ ਬਾਲ ਅਧਿਕਾਰ ਕਮਿਸ਼ਨ ਦੇ xyxy=(16,218,128,245)
story1-photo-wrap xyxy=(134,217,505,325)
story3-subhead-1: ਬਰੈੱਡ ਮੇਕਿੰਗ ਮੁਕਾਬਲਾ: xyxy=(16,586,71,594)
story8-box xyxy=(264,986,505,1248)
story9-para-3: ਵੀਰਵਾਰ ਨੂੰ, ਸਥਾਨਕ ਜ਼ਿਲ੍ਹਾ ਸਕੱਤਰੇਤ ਕੰਪਲੈਕਸ ਵਿਖੇ ਇੱਕ ਰੈਜ਼ੋਲੂਸ਼ਨ ਕੈਂਪ ਆਯੋਜਿਤ ਕੀਤਾ ਗਿਆ। xyxy=(652,1226,768,1244)
masthead xyxy=(0,0,1024,62)
column-right-b xyxy=(526,375,1015,721)
story9-byline: ਪੈਗ਼ਾਮ-ਏ-ਜਗਤ xyxy=(566,1087,606,1095)
story3-byline2: (ਪੈਗ਼ਾਮ-ਏ-ਜਗਤ) xyxy=(50,468,92,476)
story3-sub-col-1 xyxy=(16,586,93,649)
story5-para-4: ਰਤੀਆ ਮੀਡੀਆ ਕਲੱਬ ਦੀ ਨਵੀਂ ਚੁਣੀ ਗਈ ਕਾਰਜਕਾਰੀ ਕਮੇਟੀ ਦਾ ਐਲਾਨ ਕੀਤਾ ਗਿਆ ਹੈ। 25 ਸਾਲਾਂ ਤੋਂ ਵੱਧ ਤਜਰਬੇ ਵਾਲੇ ਸੀਨੀਅਰ ਪੱਤਰਕਾਰਾਂ ਨੂੰ ਸਰਪ੍ਰਸਤ ਬਣਾਇਆ ਗਿਆ ਹੈ। xyxy=(115,897,207,944)
story9-para-8: ਵੀਰਵਾਰ ਨੂੰ, ਸਥਾਨਕ ਜ਼ਿਲ੍ਹਾ ਸਕੱਤਰੇਤ ਕੰਪਲੈਕਸ ਵਿਖੇ ਇੱਕ ਰੈਜ਼ੋਲੂਸ਼ਨ ਕੈਂਪ ਆਯੋਜਿਤ ਕੀਤਾ ਗਿਆ। xyxy=(898,1191,1015,1209)
story7-para-8: ਇਹ ਪ੍ਰੀਖਿਆ 10ਵੀਂ, 11ਵੀਂ ਅਤੇ 12ਵੀਂ ਜਮਾਤ ਦੇ ਵਿਦਿਆਰਥੀਆਂ ਲਈ ਹੋਵੇਗੀ। xyxy=(140,1141,250,1159)
story6-tail-text xyxy=(526,986,1015,1015)
story2-col3-text xyxy=(902,143,1015,194)
story5-rule xyxy=(16,800,505,802)
story2-headline-line1: ਕੇਂਦਰ ਤੇ ਪੰਜਾਬ ਸਰਕਾਰ ਦੀਆਂ ਨੀਤੀਆਂ ਖ਼ਿਲਾਫ਼ xyxy=(564,71,977,98)
divider-vertical-c xyxy=(515,727,516,980)
story3-subhead-6: ਸ਼ੂਗਰ ਸ਼ੋਅਪੀਸ ਮੁਕਾਬਲਾ: xyxy=(427,586,488,594)
story1-para-2: ਇੱਕ ਮਹੱਤਵਪੂਰਨ ਅੰਤਰ-ਰਾਜੀ ਵਿਚਾਰ-ਵਟਾਂਦਰਾ ਹੋਇਆ। ਇਸ ਦੌਰਾਨ ਪੰਜਾਬ ਰਾਜ ਬਾਲ ਅਧਿਕਾਰ ਕਮਿਸ਼ਨ ਦੇ xyxy=(16,193,158,211)
story1-para-7: ਬੱਚਿਆਂ ਦੀ ਸੁਰੱਖਿਆ ਅਤੇ ਭਲਾਈ ਲਈ ਮੌਜੂਦ ਸੰਵਿਧਾਨਕ ਪ੍ਰਣਾਲੀਆਂ ਨੂੰ ਹੋਰ ਮਜ਼ਬੂਤ ਕਰਨ ਉੱਤੇ ਜ਼ੋਰ ਦਿੰਦਿਆਂ xyxy=(16,329,133,356)
story9-byline2: ਹਾਂਸੀ (ਦਿਨਕਰ ਗਾਬੜੀ) xyxy=(558,1100,614,1108)
story2-photo xyxy=(650,143,896,285)
story8-rule xyxy=(270,1051,499,1052)
story4-byline2: 12 ਫਰਵਰੀ (ਨਾਰਾਇਣ ਪਛਾਰ) xyxy=(549,475,621,483)
rule-left xyxy=(16,63,296,66)
story6-para-1: ਦੇਸ਼ ਪੱਧਰੀ ਹੜਤਾਲ ਦੇ ਸੱਦੇ ਨੂੰ ਸਮਰਥਨ ਦਿੰਦਿਆਂ ਅੰਬਾਲਾ ਵਿੱਚ ਹਜ਼ਾਰਾਂ ਮਜ਼ਦੂਰ ਅਤੇ ਕਰਮਚਾਰੀ ਸੜਕਾਂ ਉੱਤੇ ਉਤਰੇ। xyxy=(526,840,644,867)
story1-para-8: ਇੱਕ ਮਹੱਤਵਪੂਰਨ ਅੰਤਰ-ਰਾਜੀ ਵਿਚਾਰ-ਵਟਾਂਦਰਾ ਹੋਇਆ। ਇਸ ਦੌਰਾਨ ਪੰਜਾਬ ਰਾਜ ਬਾਲ ਅਧਿਕਾਰ ਕਮਿਸ਼ਨ ਦੇ xyxy=(140,329,257,356)
story8-headline-line1: ਹੁਸ਼ਿਆਰਪੁਰ ’ਚ ਨੇਚਰ ਫੈਸਟ 13 ਤੋਂ ਸ਼ੁਰੂ, xyxy=(273,992,496,1010)
story2-bottom-text xyxy=(526,288,1015,339)
story5-portrait-3 xyxy=(317,807,378,893)
story1-bullet-col xyxy=(164,146,327,214)
story4-para-1: ਟਾਹਲੀਵਾਲ ਉਦਯੋਗਿਕ ਖੇਤਰ ਵਿੱਚ ਸਥਿਤ ਹਿੰਮਾ ਫੂਡਜ਼, ਸਥਾਨਕ ਪੱਧਰ ਉੱਤੇ ਬੇਹਤਰੀਨ ਉਤਪਾਦਨ ਵਿੱਚ ਤਰੱਕੀ ਕਰ ਰਿਹਾ ਹੈ। xyxy=(526,488,644,515)
story5-para-1: ਰਤੀਆ ਮੀਡੀਆ ਕਲੱਬ ਦੀ ਨਵੀਂ ਚੁਣੀ ਗਈ ਕਾਰਜਕਾਰੀ ਕਮੇਟੀ ਦਾ ਐਲਾਨ ਕੀਤਾ ਗਿਆ ਹੈ। 25 ਸਾਲਾਂ ਤੋਂ ਵੱਧ ਤਜਰਬੇ ਵਾਲੇ ਸੀਨੀਅਰ ਪੱਤਰਕਾਰਾਂ ਨੂੰ ਸਰਪ੍ਰਸਤ ਬਣਾਇਆ ਗਿਆ ਹੈ। xyxy=(16,833,96,889)
brand-email: Info@paigamejagat.com xyxy=(38,31,160,44)
story3-sub1-body: ਸੈਕਟਰ-42 ਸਥਿਤ ਇੰਸਟੀਚਿਊਟ ਆਫ਼ ਹੋਟਲ ਮੈਨੇਜਮੈਂਟ ਵਿੱਚ ਆਯੋਜਿਤ 14ਵੇਂ ਨਾਰਥ ਇੰਡੀਆ ਮੁਕਾਬਲੇ 2026 ਦਾ ਸਮਾਪਨ ਹੋਇਆ। xyxy=(16,598,94,645)
story3-col1 xyxy=(16,455,126,583)
story6-toprule xyxy=(526,735,1015,736)
story5-portrait-5 xyxy=(444,807,505,893)
column-right-d xyxy=(526,986,1015,1264)
story1-para-9: ਦਫ਼ਤਰ ਦੀ ਅਧਿਕਾਰੀ ਟੀਮ ਨੇ ਪ੍ਰਤੀਨਿਧੀ ਮੰਡਲ ਦਾ ਸਵਾਗਤ ਕੀਤਾ। xyxy=(264,329,381,347)
story8-byline: ਹੁਸ਼ਿਆਰਪੁਰ, 12 ਫਰਵਰੀ (ਪੈਗ਼ਾਮ-ਏ-ਜਗਤ) xyxy=(333,1089,436,1097)
story5-portraits-wrap xyxy=(190,807,505,893)
story6-headline-line2: ਮਜ਼ਦੂਰ ਅਤੇ ਕਰਮਚਾਰੀ ਸੜਕਾਂ ’ਤੇ ਉਤਰੇ xyxy=(594,772,947,800)
story9-col1 xyxy=(526,1087,646,1265)
story6-headline-line1: ਅੰਬਾਲਾ ਵਿੱਚ ਕਿਰਤ ਨਿਯਮਾਂ ਖ਼ਿਲਾਫ਼ ਹਜ਼ਾਰਾਂ xyxy=(580,742,961,770)
masthead-right xyxy=(870,9,1024,53)
story1-mid-row xyxy=(16,217,505,325)
story1-para-6: ਦਫ਼ਤਰ ਦੀ ਅਧਿਕਾਰੀ ਟੀਮ ਨੇ ਪ੍ਰਤੀਨਿਧੀ ਮੰਡਲ ਦਾ ਸਵਾਗਤ ਕੀਤਾ। xyxy=(16,249,128,267)
story8-para-2: ਜ਼ਿਲ੍ਹਾ ਪ੍ਰਸ਼ਾਸਨ ਵੱਲੋਂ 13 ਤੋਂ 17 ਫਰਵਰੀ ਤੱਕ ਨੇਚਰ ਫੈਸਟ ਕਰਵਾਇਆ ਜਾ ਰਿਹਾ ਹੈ। ਡਿਪਟੀ ਕਮਿਸ਼ਨਰ ਆਸ਼ਿਕਾ ਜੈਨ ਨੇ ਕਿਹਾ ਕਿ ਤਿਆਰੀਆਂ ਮੁਕੰਮਲ ਹਨ। xyxy=(270,1141,381,1178)
story3-headline-line2: ਪੇਟਿਸਰੀ ਮੁਕਾਬਲਾ 2026 ਦਾ ਓਵਰਆਲ ਚੈਂਪੀਅਨ xyxy=(70,417,451,441)
publication-date: ਸ਼ੁੱਕਰਵਾਰ, 13 ਫਰਵਰੀ 2026 xyxy=(883,31,1002,44)
story9-rule xyxy=(526,1080,1015,1082)
story5-headline-line2: ਤੋਂ ਵੱਧ ਤਜਰਬੇ ਵਾਲੇ ਸੀਨੀਅਰ ਪੱਤਰਕਾਰ ਸਰਪ੍ਰਸਤ ਹੋਣਗੇ xyxy=(40,769,481,793)
story7-para-2: ਇਹ ਪ੍ਰੀਖਿਆ 10ਵੀਂ, 11ਵੀਂ ਅਤੇ 12ਵੀਂ ਜਮਾਤ ਦੇ ਵਿਦਿਆਰਥੀਆਂ ਲਈ ਹੋਵੇਗੀ। xyxy=(22,1098,132,1116)
story2-para-3: ਸੋਧਾਂ ਦੇ ਵਿਰੋਧ ਵਿੱਚ ਬਿਜਲੀ ਬੋਰਡ ਫੇਜ਼-1 ਵਿਖੇ ਸਾਂਝਾ ਧਰਨਾ ਦਿੱਤਾ ਗਿਆ ਅਤੇ ਪੁਤਲੇ ਸਾੜੇ ਗਏ। xyxy=(902,174,1015,192)
story9-mid-text xyxy=(652,1226,892,1265)
masthead-rule xyxy=(16,62,1008,67)
row-c xyxy=(0,727,1024,980)
story4-para-6: ਉਤਪਾਦਨ ਸਮਰੱਥਾ ਨਾਲ ਕੰਮ ਕਰਦਾ ਹੈ। ਹਿਮਾ ਫੂਡਜ਼ ਦੇ ਕਈ ਫ਼ਰੋਜ਼ਨ ਉਤਪਾਦ, ਜਿਨ੍ਹਾਂ ਵਿੱਚ ਫਲ-ਅਧਾਰਤ ਪੀਣ ਵਾਲੇ ਪਦਾਰਥ, ਜੈਮ, ਜੂਸ, ਕਰੱਸ਼, ਸਕੂਐਸ਼ ਸ਼ਾਮਲ ਹਨ। xyxy=(650,700,890,718)
story4-para-4: ਉਤਪਾਦਨ ਸਮਰੱਥਾ ਨਾਲ ਕੰਮ ਕਰਦਾ ਹੈ। ਹਿਮਾ ਫੂਡਜ਼ ਦੇ ਕਈ ਫ਼ਰੋਜ਼ਨ ਉਤਪਾਦ, ਜਿਨ੍ਹਾਂ ਵਿੱਚ ਫਲ-ਅਧਾਰਤ ਪੀਣ ਵਾਲੇ ਪਦਾਰਥ, ਜੈਮ, ਜੂਸ, ਕਰੱਸ਼, ਸਕੂਐਸ਼ ਸ਼ਾਮਲ ਹਨ। xyxy=(650,657,890,675)
story2-para-4: ਕੇਂਦਰ ਸਰਕਾਰ ਅਤੇ ਪੰਜਾਬ ਸਰਕਾਰ ਵੱਲੋਂ ਕੀਤੇ ਜਾ ਰਹੇ ਨਿੱਜੀਕਰਨ ਅਤੇ ਕਿਰਤ ਕਾਨੂੰਨਾਂ ਵਿੱਚ ਕੀਤੀਆਂ ਜਾ ਰਹੀਆਂ xyxy=(526,288,643,316)
story9-para-7: ਪੈਨਸ਼ਨਾਂ ਨੂੰ ਤੁਰੰਤ ਮਨਜ਼ੂਰੀ ਦੇਣ ਦੇ ਨਿਰਦੇਸ਼ ਦਿੱਤੇ। ਉਨ੍ਹਾਂ ਸਪੱਸ਼ਟ ਕੀਤਾ ਕਿ ਇਸ ਪ੍ਰਕਿਰਿਆ ਵਿੱਚ ਕਿਸੇ ਵੀ ਤਰ੍ਹਾਂ ਦੀ ਲਾਪਰਵਾਹੀ ਜਾਂ ਦੇਰੀ ਨੂੰ ਬਰਦਾਸ਼ਤ ਨਹੀਂ ਕੀਤਾ ਜਾਵੇਗਾ। xyxy=(898,1150,1015,1187)
story1-top-row xyxy=(16,146,505,214)
story3-sub6-body: ਸੈਕਟਰ-42 ਸਥਿਤ ਇੰਸਟੀਚਿਊਟ ਆਫ਼ ਹੋਟਲ ਮੈਨੇਜਮੈਂਟ ਵਿੱਚ ਆਯੋਜਿਤ 14ਵੇਂ ਨਾਰਥ ਇੰਡੀਆ ਮੁਕਾਬਲੇ 2026 ਦਾ ਸਮਾਪਨ ਹੋਇਆ। xyxy=(427,598,505,645)
story9-para-6: ਵੀਰਵਾਰ ਨੂੰ, ਸਥਾਨਕ ਜ਼ਿਲ੍ਹਾ ਸਕੱਤਰੇਤ ਕੰਪਲੈਕਸ ਵਿਖੇ ਇੱਕ ਰੈਜ਼ੋਲੂਸ਼ਨ ਕੈਂਪ ਆਯੋਜਿਤ ਕੀਤਾ ਗਿਆ। xyxy=(898,1128,1015,1146)
story4-photo xyxy=(650,462,890,654)
story8-para-4: ਜ਼ਿਲ੍ਹਾ ਪ੍ਰਸ਼ਾਸਨ ਵੱਲੋਂ 13 ਤੋਂ 17 ਫਰਵਰੀ ਤੱਕ ਨੇਚਰ ਫੈਸਟ ਕਰਵਾਇਆ ਜਾ ਰਿਹਾ ਹੈ। ਡਿਪਟੀ ਕਮਿਸ਼ਨਰ ਆਸ਼ਿਕਾ ਜੈਨ ਨੇ ਕਿਹਾ ਕਿ ਤਿਆਰੀਆਂ ਮੁਕੰਮਲ ਹਨ। xyxy=(270,1100,499,1240)
story9-para-2: ਪੈਨਸ਼ਨਾਂ ਨੂੰ ਤੁਰੰਤ ਮਨਜ਼ੂਰੀ ਦੇਣ ਦੇ ਨਿਰਦੇਸ਼ ਦਿੱਤੇ। ਉਨ੍ਹਾਂ ਸਪੱਸ਼ਟ ਕੀਤਾ ਕਿ ਇਸ ਪ੍ਰਕਿਰਿਆ ਵਿੱਚ ਕਿਸੇ ਵੀ ਤਰ੍ਹਾਂ ਦੀ ਲਾਪਰਵਾਹੀ ਜਾਂ ਦੇਰੀ ਨੂੰ ਬਰਦਾਸ਼ਤ ਨਹੀਂ ਕੀਤਾ ਜਾਵੇਗਾ। xyxy=(526,1134,646,1171)
story8-para-3: ਜ਼ਿਲ੍ਹਾ ਪ੍ਰਸ਼ਾਸਨ ਵੱਲੋਂ 13 ਤੋਂ 17 ਫਰਵਰੀ ਤੱਕ ਨੇਚਰ ਫੈਸਟ ਕਰਵਾਇਆ ਜਾ ਰਿਹਾ ਹੈ। ਡਿਪਟੀ ਕਮਿਸ਼ਨਰ ਆਸ਼ਿਕਾ ਜੈਨ ਨੇ ਕਿਹਾ ਕਿ ਤਿਆਰੀਆਂ ਮੁਕੰਮਲ ਹਨ। xyxy=(270,1182,381,1219)
story2-para-9: ਇੰਜੀਨੀਅਰ ਵੱਲੋਂ ਰਣਜੀਤ ਸਿੰਘ ਦਿੱਤੇ, ਹਰਵਿੰਦਰ ਸਿੰਘ ਸੈਣੀ, ਮਨਜੀਤ ਸਿੰਘ ਅਤੇ ਕਈ ਹੋਰ ਆਗੂਆਂ ਨੇ ਸੰਬੋਧਨ ਕੀਤਾ। xyxy=(898,288,1015,316)
column-right-a xyxy=(526,71,1015,369)
story2-para-5: ਸੋਧਾਂ ਦੇ ਵਿਰੋਧ ਵਿੱਚ ਬਿਜਲੀ ਬੋਰਡ ਫੇਜ਼-1 ਵਿਖੇ ਸਾਂਝਾ ਧਰਨਾ ਦਿੱਤਾ ਗਿਆ ਅਤੇ ਪੁਤਲੇ ਸਾੜੇ ਗਏ। xyxy=(526,319,643,337)
story9-headline-line2: ਨੇ ਸਾਈਟ ਦਾ ਨਿਰੀਖਣ ਕੀਤਾ ਅਤੇ ਢੁਕਵੀਂ ਕਾਰਵਾਈ ਦੇ ਨਿਰਦੇਸ਼ ਦਿੱਤੇ xyxy=(554,1053,987,1074)
story3-sub5-body: ਸੈਕਟਰ-42 ਸਥਿਤ ਇੰਸਟੀਚਿਊਟ ਆਫ਼ ਹੋਟਲ ਮੈਨੇਜਮੈਂਟ ਵਿੱਚ ਆਯੋਜਿਤ 14ਵੇਂ ਨਾਰਥ ਇੰਡੀਆ ਮੁਕਾਬਲੇ 2026 ਦਾ ਸਮਾਪਨ ਹੋਇਆ। xyxy=(345,598,423,645)
story4-mid xyxy=(650,462,890,722)
story5-col1 xyxy=(16,807,184,893)
story9-col3-text xyxy=(898,1087,1015,1210)
story9-para-5: ਪੈਨਸ਼ਨਾਂ ਨੂੰ ਤੁਰੰਤ ਮਨਜ਼ੂਰੀ ਦੇਣ ਦੇ ਨਿਰਦੇਸ਼ ਦਿੱਤੇ। ਉਨ੍ਹਾਂ ਸਪੱਸ਼ਟ ਕੀਤਾ ਕਿ ਇਸ ਪ੍ਰਕਿਰਿਆ ਵਿੱਚ ਕਿਸੇ ਵੀ ਤਰ੍ਹਾਂ ਦੀ ਲਾਪਰਵਾਹੀ ਜਾਂ ਦੇਰੀ ਨੂੰ ਬਰਦਾਸ਼ਤ ਨਹੀਂ ਕੀਤਾ ਜਾਵੇਗਾ। xyxy=(898,1087,1015,1125)
story6-top-row xyxy=(526,814,1015,980)
story3-subhead-3: ਕੇਕ ਮੁਕਾਬਲਾ: xyxy=(180,586,215,594)
